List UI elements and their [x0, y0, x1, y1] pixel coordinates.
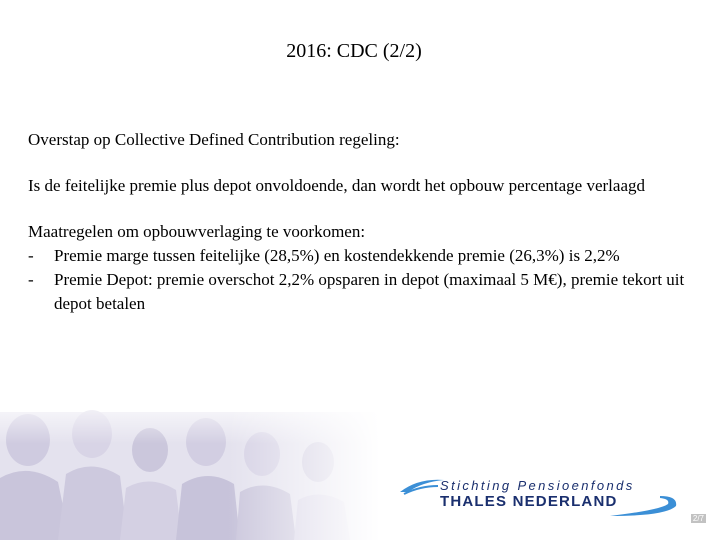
measures-heading: Maatregelen om opbouwverlaging te voorkomen:: [28, 222, 366, 241]
intro-text: Overstap op Collective Defined Contribution regeling:: [28, 130, 400, 149]
condition-text: Is de feitelijke premie plus depot onvoldoende, dan wordt het opbouw percentage verlaagd: [28, 176, 645, 195]
bullet-dash: -: [28, 246, 34, 265]
thales-logo: [398, 466, 688, 526]
slide-body: [28, 128, 698, 316]
measure-item: [28, 268, 698, 316]
measure-item: [28, 244, 698, 268]
logo-line-1: Stichting Pensioenfonds: [440, 478, 635, 493]
measure-text: Premie marge tussen feitelijke (28,5%) en kostendekkende premie (26,3%) is 2,2%: [54, 246, 620, 265]
people-photo-watermark: [0, 392, 380, 540]
measure-text: Premie Depot: premie overschot 2,2% opsparen in depot (maximaal 5 M€), premie tekort uit depot betalen: [54, 270, 685, 313]
page-number: 2/7: [692, 514, 704, 523]
bullet-dash: -: [28, 270, 34, 289]
logo-line-2: THALES NEDERLAND: [440, 493, 618, 510]
slide-title: 2016: CDC (2/2): [286, 40, 422, 62]
